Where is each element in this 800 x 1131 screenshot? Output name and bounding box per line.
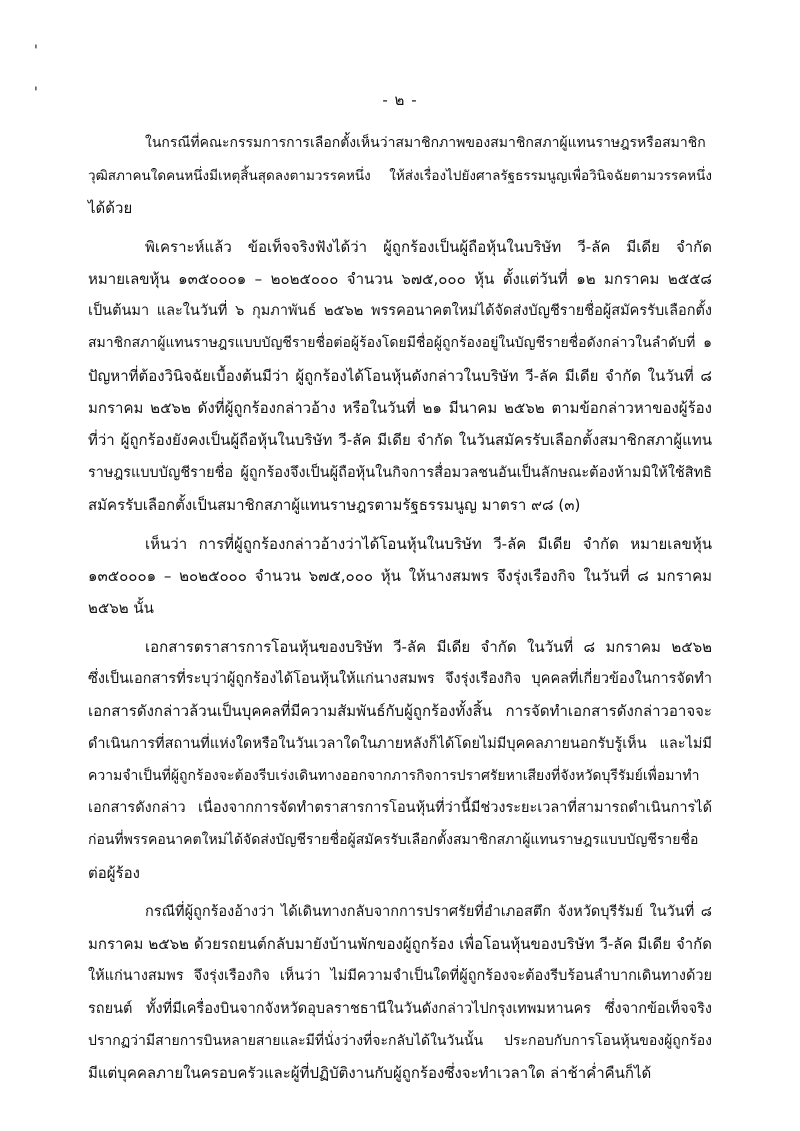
paragraph-line: ความจำเป็นที่ผู้ถูกร้องจะต้องรีบเร่งเดินทางออกจากภารกิจการปราศรัยหาเสียงที่จังหวัดบุรีรัมย์เพื่อมาทำ <box>88 768 700 784</box>
paragraph-line: ที่ว่า ผู้ถูกร้องยังคงเป็นผู้ถือหุ้นในบริษัท วี-ลัค มีเดีย จำกัด ในวันสมัครรับเลือกตั้งสมาชิกสภาผู้แทน <box>88 431 712 449</box>
paragraph-line: ปัญหาที่ต้องวินิจฉัยเบื้องต้นมีว่า ผู้ถูกร้องได้โอนหุ้นดังกล่าวในบริษัท วี-ลัค มีเดีย จำกัด ในวันที่ ๘ <box>88 367 712 385</box>
paragraph-line: ๒๕๖๒ นั้น <box>88 599 154 617</box>
paragraph-line: หมายเลขหุ้น ๑๓๕๐๐๐๑ – ๒๐๒๕๐๐๐ จำนวน ๖๗๕,๐๐๐ หุ้น ตั้งแต่วันที่ ๑๒ มกราคม ๒๕๕๘ <box>88 270 712 288</box>
paragraph-line: มกราคม ๒๕๖๒ ดังที่ผู้ถูกร้องกล่าวอ้าง หรือในวันที่ ๒๑ มีนาคม ๒๕๖๒ ตามข้อกล่าวหาของผู้ร้อง <box>88 399 712 417</box>
paragraph-line: ให้แก่นางสมพร จึงรุ่งเรืองกิจ เห็นว่า ไม่มีความจำเป็นใดที่ผู้ถูกร้องจะต้องรีบร้อนลำบากเดินทางด้วย <box>88 968 712 984</box>
paragraph-line: ราษฎรแบบบัญชีรายชื่อ ผู้ถูกร้องจึงเป็นผู้ถือหุ้นในกิจการสื่อมวลชนอันเป็นลักษณะต้องห้ามมิให้ใช้สิทธิ <box>88 465 712 481</box>
paragraph-line: ต่อผู้ร้อง <box>88 864 140 882</box>
paragraph-line: ซึ่งเป็นเอกสารที่ระบุว่าผู้ถูกร้องได้โอนหุ้นให้แก่นางสมพร จึงรุ่งเรืองกิจ บุคคลที่เกี่ยวข้องในการจัดทำ <box>88 671 712 687</box>
paragraph-line: ได้ด้วย <box>88 199 133 217</box>
paragraph-line: ในกรณีที่คณะกรรมการการเลือกตั้งเห็นว่าสมาชิกภาพของสมาชิกสภาผู้แทนราษฎรหรือสมาชิก <box>145 135 706 151</box>
paragraph-line: เอกสารตราสารการโอนหุ้นของบริษัท วี-ลัค มีเดีย จำกัด ในวันที่ ๘ มกราคม ๒๕๖๒ <box>145 638 712 656</box>
paragraph-line: ก่อนที่พรรคอนาคตใหม่ได้จัดส่งบัญชีรายชื่อผู้สมัครรับเลือกตั้งสมาชิกสภาผู้แทนราษฎรแบบบัญชีรายชื่อ <box>88 832 699 848</box>
paragraph-line: เอกสารดังกล่าวล้วนเป็นบุคคลที่มีความสัมพันธ์กับผู้ถูกร้องทั้งสิ้น การจัดทำเอกสารดังกล่าวอาจจะ <box>88 702 712 720</box>
margin-mark-top: ' <box>34 43 38 59</box>
paragraph-line: สมัครรับเลือกตั้งเป็นสมาชิกสภาผู้แทนราษฎรตามรัฐธรรมนูญ มาตรา ๙๘ (๓) <box>88 496 581 514</box>
page-number: - ๒ - <box>382 91 418 109</box>
paragraph-line: ๑๓๕๐๐๐๑ – ๒๐๒๕๐๐๐ จำนวน ๖๗๕,๐๐๐ หุ้น ให้นางสมพร จึงรุ่งเรืองกิจ ในวันที่ ๘ มกราคม <box>88 567 712 585</box>
paragraph-line: รถยนต์ ทั้งที่มีเครื่องบินจากจังหวัดอุบลราชธานีในวันดังกล่าวไปกรุงเทพมหานคร ซึ่งจากข้อเท็จจริง <box>88 1001 712 1017</box>
paragraph-line: มกราคม ๒๕๖๒ ด้วยรถยนต์กลับมายังบ้านพักของผู้ถูกร้อง เพื่อโอนหุ้นของบริษัท วี-ลัค มีเดีย จำกัด <box>88 935 712 953</box>
margin-mark-bottom: ' <box>34 85 38 101</box>
paragraph-line: เห็นว่า การที่ผู้ถูกร้องกล่าวอ้างว่าได้โอนหุ้นในบริษัท วี-ลัค มีเดีย จำกัด หมายเลขหุ้น <box>145 535 712 553</box>
paragraph-line: ดำเนินการที่สถานที่แห่งใดหรือในวันเวลาใดในภายหลังก็ได้โดยไม่มีบุคคลภายนอกรับรู้เห็น และไม่มี <box>88 736 712 752</box>
paragraph-line: ปรากฏว่ามีสายการบินหลายสายและมีที่นั่งว่างที่จะกลับได้ในวันนั้น ประกอบกับการโอนหุ้นของผู้ถูกร้อง <box>88 1033 712 1049</box>
paragraph-line: สมาชิกสภาผู้แทนราษฎรแบบบัญชีรายชื่อต่อผู้ร้องโดยมีชื่อผู้ถูกร้องอยู่ในบัญชีรายชื่อดังกล่าวในลำดับที่ ๑ <box>88 335 712 351</box>
paragraph-line: กรณีที่ผู้ถูกร้องอ้างว่า ได้เดินทางกลับจากการปราศรัยที่อำเภอสตึก จังหวัดบุรีรัมย์ ในวันที่ ๘ <box>145 904 712 920</box>
paragraph-line: เป็นต้นมา และในวันที่ ๖ กุมภาพันธ์ ๒๕๖๒ พรรคอนาคตใหม่ได้จัดส่งบัญชีรายชื่อผู้สมัครรับเลือกตั้ง <box>88 303 712 319</box>
paragraph-line: พิเคราะห์แล้ว ข้อเท็จจริงฟังได้ว่า ผู้ถูกร้องเป็นผู้ถือหุ้นในบริษัท วี-ลัค มีเดีย จำกัด <box>145 238 712 256</box>
paragraph-line: เอกสารดังกล่าว เนื่องจากการจัดทำตราสารการโอนหุ้นที่ว่านี้มีช่วงระยะเวลาที่สามารถดำเนินการได้ <box>88 800 712 816</box>
paragraph-line: มีแต่บุคคลภายในครอบครัวและผู้ที่ปฏิบัติงานกับผู้ถูกร้องซึ่งจะทำเวลาใด ล่าช้าค่ำคืนก็ได้ <box>88 1064 652 1082</box>
paragraph-line: วุฒิสภาคนใดคนหนึ่งมีเหตุสิ้นสุดลงตามวรรคหนึ่ง ให้ส่งเรื่องไปยังศาลรัฐธรรมนูญเพื่อวินิจฉัยตามวรรคหนึ่ง <box>88 168 712 184</box>
